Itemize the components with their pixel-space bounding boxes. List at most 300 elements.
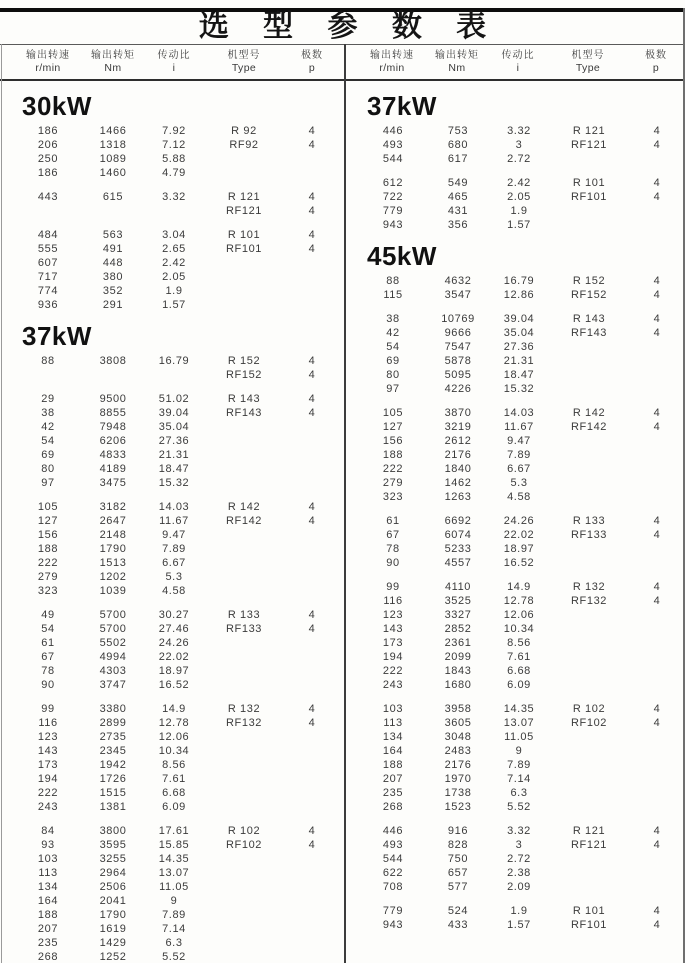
cell-output-speed: 323	[37, 585, 59, 597]
cell-output-torque: 433	[447, 919, 469, 931]
cell-output-speed: 268	[37, 951, 59, 963]
cell-output-torque: 617	[447, 153, 469, 165]
cell-type: RF152	[225, 369, 263, 381]
cell-poles: 4	[308, 407, 316, 419]
table-row	[14, 528, 344, 542]
cell-ratio: 18.97	[503, 543, 535, 555]
cell-output-speed: 67	[386, 529, 400, 541]
cell-output-torque: 10769	[441, 313, 475, 325]
table-group	[14, 354, 344, 382]
cell-ratio: 7.89	[507, 449, 531, 461]
cell-output-torque: 3808	[99, 355, 127, 367]
table-row	[14, 556, 344, 570]
cell-ratio: 15.85	[158, 839, 190, 851]
table-row	[359, 608, 685, 622]
cell-output-speed: 164	[37, 895, 59, 907]
cell-type: R 102	[227, 825, 261, 837]
cell-ratio: 6.09	[507, 679, 531, 691]
cell-output-speed: 173	[37, 759, 59, 771]
cell-poles: 4	[653, 289, 661, 301]
cell-output-torque: 2099	[444, 651, 472, 663]
cell-output-speed: 38	[386, 313, 400, 325]
cell-output-speed: 268	[382, 801, 404, 813]
cell-output-speed: 207	[382, 773, 404, 785]
table-row	[359, 716, 685, 730]
cell-output-torque: 3219	[444, 421, 472, 433]
cell-type: R 142	[227, 501, 261, 513]
cell-ratio: 9	[515, 745, 523, 757]
cell-ratio: 2.09	[507, 881, 531, 893]
cell-ratio: 7.89	[162, 543, 186, 555]
table-row	[14, 622, 344, 636]
cell-ratio: 12.86	[503, 289, 535, 301]
table-row	[14, 242, 344, 256]
cell-type: R 101	[572, 905, 606, 917]
table-row	[359, 918, 685, 932]
cell-output-torque: 9500	[99, 393, 127, 405]
cell-ratio: 18.47	[158, 463, 190, 475]
cell-output-speed: 717	[37, 271, 59, 283]
cell-output-speed: 243	[37, 801, 59, 813]
cell-ratio: 3.32	[162, 191, 186, 203]
column-header-unit: r/min	[379, 62, 405, 74]
table-row	[359, 758, 685, 772]
cell-type: RF92	[229, 139, 259, 151]
column-header-label: 机型号	[227, 50, 261, 61]
cell-ratio: 5.3	[165, 571, 183, 583]
cell-type: R 101	[227, 229, 261, 241]
cell-poles: 4	[653, 191, 661, 203]
cell-output-speed: 61	[41, 637, 55, 649]
table-row	[359, 580, 685, 594]
cell-ratio: 6.68	[507, 665, 531, 677]
cell-output-torque: 524	[447, 905, 469, 917]
cell-ratio: 10.34	[503, 623, 535, 635]
table-row	[14, 936, 344, 950]
cell-output-torque: 431	[447, 205, 469, 217]
cell-output-torque: 3048	[444, 731, 472, 743]
cell-output-torque: 5095	[444, 369, 472, 381]
cell-output-torque: 2506	[99, 881, 127, 893]
cell-output-torque: 7547	[444, 341, 472, 353]
cell-type: RF121	[225, 205, 263, 217]
cell-output-torque: 1840	[444, 463, 472, 475]
table-row	[14, 772, 344, 786]
column-header-unit: r/min	[35, 62, 61, 74]
cell-ratio: 35.04	[503, 327, 535, 339]
cell-poles: 4	[308, 205, 316, 217]
table-row	[359, 368, 685, 382]
table-row	[14, 584, 344, 598]
table-row	[14, 190, 344, 204]
table-row	[14, 434, 344, 448]
table-row	[14, 744, 344, 758]
table-row	[359, 622, 685, 636]
cell-ratio: 4.79	[162, 167, 186, 179]
cell-output-torque: 448	[102, 257, 124, 269]
cell-ratio: 12.78	[503, 595, 535, 607]
cell-output-speed: 88	[386, 275, 400, 287]
cell-output-torque: 916	[447, 825, 469, 837]
cell-ratio: 4.58	[507, 491, 531, 503]
cell-output-speed: 206	[37, 139, 59, 151]
table-row	[14, 894, 344, 908]
cell-ratio: 17.61	[158, 825, 190, 837]
table-row	[359, 542, 685, 556]
cell-output-torque: 1202	[99, 571, 127, 583]
cell-ratio: 3	[515, 139, 523, 151]
table-row	[14, 152, 344, 166]
cell-type: R 102	[572, 703, 606, 715]
cell-output-speed: 84	[41, 825, 55, 837]
table-row	[14, 650, 344, 664]
table-row	[359, 462, 685, 476]
cell-ratio: 12.78	[158, 717, 190, 729]
cell-output-speed: 54	[386, 341, 400, 353]
cell-poles: 4	[653, 703, 661, 715]
cell-output-torque: 1680	[444, 679, 472, 691]
cell-ratio: 8.56	[507, 637, 531, 649]
cell-ratio: 4.58	[162, 585, 186, 597]
cell-output-speed: 116	[38, 717, 58, 729]
cell-poles: 4	[653, 139, 661, 151]
cell-ratio: 13.07	[158, 867, 190, 879]
cell-output-torque: 1039	[99, 585, 127, 597]
table-group	[14, 702, 344, 814]
table-row	[14, 922, 344, 936]
table-row	[14, 228, 344, 242]
cell-ratio: 16.52	[503, 557, 535, 569]
cell-output-torque: 3595	[99, 839, 127, 851]
cell-output-speed: 186	[37, 125, 59, 137]
table-row	[14, 368, 344, 382]
cell-ratio: 6.67	[507, 463, 531, 475]
cell-output-speed: 722	[382, 191, 404, 203]
cell-ratio: 7.12	[162, 139, 186, 151]
cell-ratio: 5.52	[162, 951, 186, 963]
table-row	[359, 448, 685, 462]
column-header-unit: p	[308, 62, 316, 74]
cell-output-speed: 443	[37, 191, 59, 203]
cell-output-torque: 5233	[444, 543, 472, 555]
cell-output-speed: 544	[382, 853, 404, 865]
table-row	[14, 256, 344, 270]
cell-poles: 4	[653, 421, 661, 433]
cell-output-torque: 1318	[99, 139, 127, 151]
cell-output-speed: 143	[37, 745, 59, 757]
table-row	[14, 880, 344, 894]
column-header-unit: Nm	[104, 62, 122, 74]
column-header-label: 输出转矩	[91, 50, 135, 61]
table-row	[14, 270, 344, 284]
cell-ratio: 6.09	[162, 801, 186, 813]
cell-output-speed: 279	[37, 571, 59, 583]
table-group	[359, 904, 685, 932]
table-row	[359, 420, 685, 434]
cell-output-speed: 38	[41, 407, 55, 419]
table-row	[14, 448, 344, 462]
table-row	[359, 838, 685, 852]
cell-poles: 4	[653, 905, 661, 917]
cell-output-speed: 222	[382, 463, 404, 475]
cell-type: R 132	[572, 581, 606, 593]
cell-output-torque: 352	[102, 285, 124, 297]
cell-output-torque: 563	[102, 229, 124, 241]
column-header-unit: i	[172, 62, 176, 74]
cell-output-torque: 4557	[444, 557, 472, 569]
table-row	[14, 138, 344, 152]
table-row	[14, 608, 344, 622]
cell-output-speed: 97	[386, 383, 400, 395]
table-row	[359, 744, 685, 758]
cell-ratio: 14.03	[158, 501, 190, 513]
cell-ratio: 11.67	[504, 421, 534, 433]
cell-output-torque: 1942	[99, 759, 127, 771]
section-heading-30kW: 30kW	[22, 91, 92, 121]
cell-output-torque: 3182	[99, 501, 127, 513]
cell-poles: 4	[653, 327, 661, 339]
cell-ratio: 1.9	[510, 905, 528, 917]
cell-output-torque: 2735	[99, 731, 127, 743]
cell-output-torque: 6692	[444, 515, 472, 527]
cell-type: R 121	[227, 191, 261, 203]
cell-output-torque: 1970	[444, 773, 472, 785]
table-group	[14, 190, 344, 218]
cell-poles: 4	[308, 515, 316, 527]
cell-ratio: 22.02	[503, 529, 535, 541]
cell-ratio: 12.06	[503, 609, 535, 621]
table-row	[359, 772, 685, 786]
cell-output-speed: 250	[37, 153, 59, 165]
table-group	[359, 702, 685, 814]
cell-poles: 4	[308, 229, 316, 241]
column-header-2	[144, 46, 204, 78]
column-header-4	[628, 46, 684, 78]
cell-ratio: 30.27	[158, 609, 190, 621]
cell-poles: 4	[308, 623, 316, 635]
cell-output-speed: 99	[386, 581, 400, 593]
table-row	[359, 382, 685, 396]
column-header-1	[82, 46, 144, 78]
cell-output-speed: 188	[382, 449, 404, 461]
table-row	[359, 138, 685, 152]
cell-output-torque: 4189	[99, 463, 127, 475]
table-row	[359, 190, 685, 204]
table-row	[14, 950, 344, 963]
cell-poles: 4	[653, 717, 661, 729]
column-header-label: 传动比	[501, 50, 535, 61]
cell-output-speed: 134	[37, 881, 59, 893]
cell-type: RF152	[570, 289, 608, 301]
table-row	[14, 298, 344, 312]
cell-ratio: 14.03	[503, 407, 535, 419]
cell-output-speed: 774	[37, 285, 59, 297]
table-row	[359, 476, 685, 490]
column-header-unit: Type	[575, 62, 601, 74]
cell-ratio: 7.89	[162, 909, 186, 921]
table-row	[359, 594, 685, 608]
cell-ratio: 27.46	[158, 623, 190, 635]
cell-type: RF143	[225, 407, 263, 419]
cell-ratio: 2.42	[507, 177, 531, 189]
table-row	[359, 730, 685, 744]
cell-poles: 4	[653, 275, 661, 287]
table-row	[14, 716, 344, 730]
cell-ratio: 16.79	[158, 355, 190, 367]
cell-type: RF101	[225, 243, 263, 255]
cell-ratio: 1.57	[507, 219, 531, 231]
cell-output-torque: 1523	[444, 801, 472, 813]
cell-output-torque: 1429	[99, 937, 127, 949]
table-row	[359, 556, 685, 570]
cell-output-speed: 123	[37, 731, 59, 743]
table-row	[359, 880, 685, 894]
cell-type: R 142	[572, 407, 606, 419]
table-row	[14, 664, 344, 678]
cell-output-speed: 936	[37, 299, 59, 311]
cell-output-torque: 577	[447, 881, 469, 893]
cell-output-speed: 105	[37, 501, 59, 513]
cell-output-speed: 555	[37, 243, 59, 255]
cell-ratio: 11.05	[504, 731, 534, 743]
table-row	[359, 514, 685, 528]
cell-output-speed: 484	[37, 229, 59, 241]
cell-output-torque: 1726	[99, 773, 127, 785]
cell-output-speed: 779	[382, 205, 404, 217]
cell-ratio: 5.52	[507, 801, 531, 813]
cell-output-speed: 80	[41, 463, 55, 475]
table-row	[359, 824, 685, 838]
cell-output-torque: 3958	[444, 703, 472, 715]
table-row	[359, 124, 685, 138]
table-row	[14, 166, 344, 180]
cell-ratio: 7.14	[162, 923, 186, 935]
cell-ratio: 15.32	[503, 383, 535, 395]
table-row	[14, 284, 344, 298]
table-row	[359, 312, 685, 326]
cell-output-speed: 115	[383, 289, 403, 301]
cell-output-torque: 2361	[444, 637, 472, 649]
cell-output-speed: 69	[386, 355, 400, 367]
cell-output-torque: 680	[447, 139, 469, 151]
cell-output-torque: 3327	[444, 609, 472, 621]
cell-ratio: 13.07	[503, 717, 535, 729]
cell-ratio: 9.47	[507, 435, 531, 447]
table-row	[14, 866, 344, 880]
table-row	[359, 406, 685, 420]
column-header-label: 输出转矩	[435, 50, 479, 61]
cell-ratio: 5.3	[510, 477, 528, 489]
cell-output-speed: 156	[37, 529, 59, 541]
cell-output-speed: 127	[382, 421, 404, 433]
cell-output-speed: 188	[37, 543, 59, 555]
cell-output-speed: 113	[38, 867, 58, 879]
table-row	[359, 274, 685, 288]
cell-output-torque: 4110	[444, 581, 472, 593]
cell-output-torque: 3255	[99, 853, 127, 865]
column-header-label: 输出转速	[26, 50, 70, 61]
cell-output-speed: 943	[382, 919, 404, 931]
column-headers-right	[358, 46, 684, 78]
cell-output-torque: 6206	[99, 435, 127, 447]
cell-ratio: 8.56	[162, 759, 186, 771]
cell-output-speed: 42	[386, 327, 400, 339]
table-group	[359, 514, 685, 570]
table-row	[359, 354, 685, 368]
cell-output-torque: 5700	[99, 623, 127, 635]
cell-output-torque: 1738	[444, 787, 472, 799]
cell-ratio: 2.72	[507, 153, 531, 165]
cell-output-torque: 2852	[444, 623, 472, 635]
cell-ratio: 14.35	[158, 853, 190, 865]
cell-output-speed: 622	[382, 867, 404, 879]
cell-poles: 4	[308, 243, 316, 255]
table-row	[359, 702, 685, 716]
column-header-label: 极数	[301, 50, 323, 61]
cell-type: R 121	[572, 125, 606, 137]
cell-poles: 4	[653, 313, 661, 325]
cell-poles: 4	[653, 595, 661, 607]
cell-ratio: 35.04	[158, 421, 190, 433]
cell-output-speed: 97	[41, 477, 55, 489]
table-row	[359, 866, 685, 880]
cell-output-speed: 222	[37, 787, 59, 799]
table-row	[14, 124, 344, 138]
cell-poles: 4	[653, 581, 661, 593]
cell-ratio: 24.26	[158, 637, 190, 649]
cell-type: RF132	[225, 717, 263, 729]
cell-output-torque: 4226	[444, 383, 472, 395]
cell-output-torque: 657	[447, 867, 469, 879]
column-header-3	[204, 46, 284, 78]
cell-output-speed: 188	[382, 759, 404, 771]
cell-output-speed: 493	[382, 839, 404, 851]
cell-ratio: 10.34	[158, 745, 190, 757]
table-group	[14, 228, 344, 312]
cell-output-torque: 750	[447, 853, 469, 865]
cell-poles: 4	[308, 125, 316, 137]
cell-poles: 4	[653, 177, 661, 189]
cell-output-torque: 3525	[444, 595, 472, 607]
table-row	[14, 420, 344, 434]
cell-output-torque: 1466	[99, 125, 127, 137]
cell-output-speed: 612	[382, 177, 404, 189]
column-headers-left	[14, 46, 340, 78]
cell-poles: 4	[653, 919, 661, 931]
cell-output-speed: 164	[382, 745, 404, 757]
cell-output-speed: 103	[382, 703, 404, 715]
cell-poles: 4	[653, 839, 661, 851]
cell-output-speed: 235	[37, 937, 59, 949]
cell-ratio: 7.14	[507, 773, 531, 785]
column-header-0	[14, 46, 82, 78]
cell-ratio: 3	[515, 839, 523, 851]
cell-ratio: 14.9	[507, 581, 531, 593]
cell-output-torque: 1790	[99, 909, 127, 921]
cell-poles: 4	[308, 839, 316, 851]
cell-poles: 4	[308, 703, 316, 715]
section-heading-37kW: 37kW	[367, 91, 437, 121]
column-header-label: 机型号	[571, 50, 605, 61]
table-group	[14, 124, 344, 180]
column-header-3	[548, 46, 628, 78]
cell-output-torque: 4303	[99, 665, 127, 677]
cell-output-torque: 4994	[99, 651, 127, 663]
cell-output-speed: 708	[382, 881, 404, 893]
cell-output-torque: 2899	[99, 717, 127, 729]
cell-poles: 4	[308, 393, 316, 405]
table-row	[14, 852, 344, 866]
